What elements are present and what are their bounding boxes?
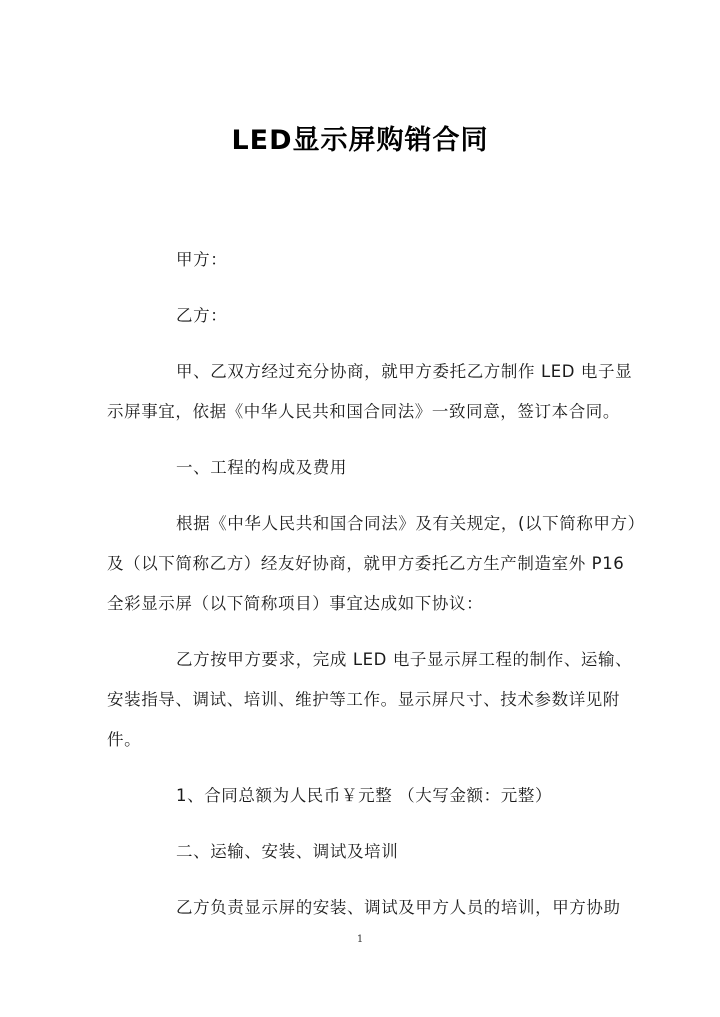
party-b-label: 乙方： (176, 306, 228, 325)
section-1-para-2-line-2: 安装指导、调试、培训、维护等工作。显示屏尺寸、技术参数详见附 (107, 690, 620, 709)
party-a-label: 甲方： (176, 250, 228, 269)
section-1-heading: 一、工程的构成及费用 (176, 458, 347, 477)
section-2-para-1-line-1: 乙方负责显示屏的安装、调试及甲方人员的培训，甲方协助 (176, 898, 621, 917)
section-1-para-2-line-1: 乙方按甲方要求，完成 LED 电子显示屏工程的制作、运输、 (176, 650, 633, 669)
intro-line-1: 甲、乙双方经过充分协商，就甲方委托乙方制作 LED 电子显 (176, 362, 633, 381)
intro-line-2: 示屏事宜，依据《中华人民共和国合同法》一致同意，签订本合同。 (107, 402, 620, 421)
section-2-heading: 二、运输、安装、调试及培训 (176, 842, 399, 861)
section-1-para-2-line-3: 件。 (107, 730, 142, 749)
document-title: LED显示屏购销合同 (231, 125, 489, 156)
clause-1-contract-total: 1、合同总额为人民币￥元整 （大写金额：元整） (176, 786, 553, 805)
section-1-para-1-line-3: 全彩显示屏（以下简称项目）事宜达成如下协议： (107, 594, 484, 613)
page-number: 1 (356, 934, 364, 945)
section-1-para-1-line-2: 及（以下简称乙方）经友好协商，就甲方委托乙方生产制造室外 P16 (107, 554, 625, 573)
section-1-para-1-line-1: 根据《中华人民共和国合同法》及有关规定，(以下简称甲方） (176, 514, 645, 533)
